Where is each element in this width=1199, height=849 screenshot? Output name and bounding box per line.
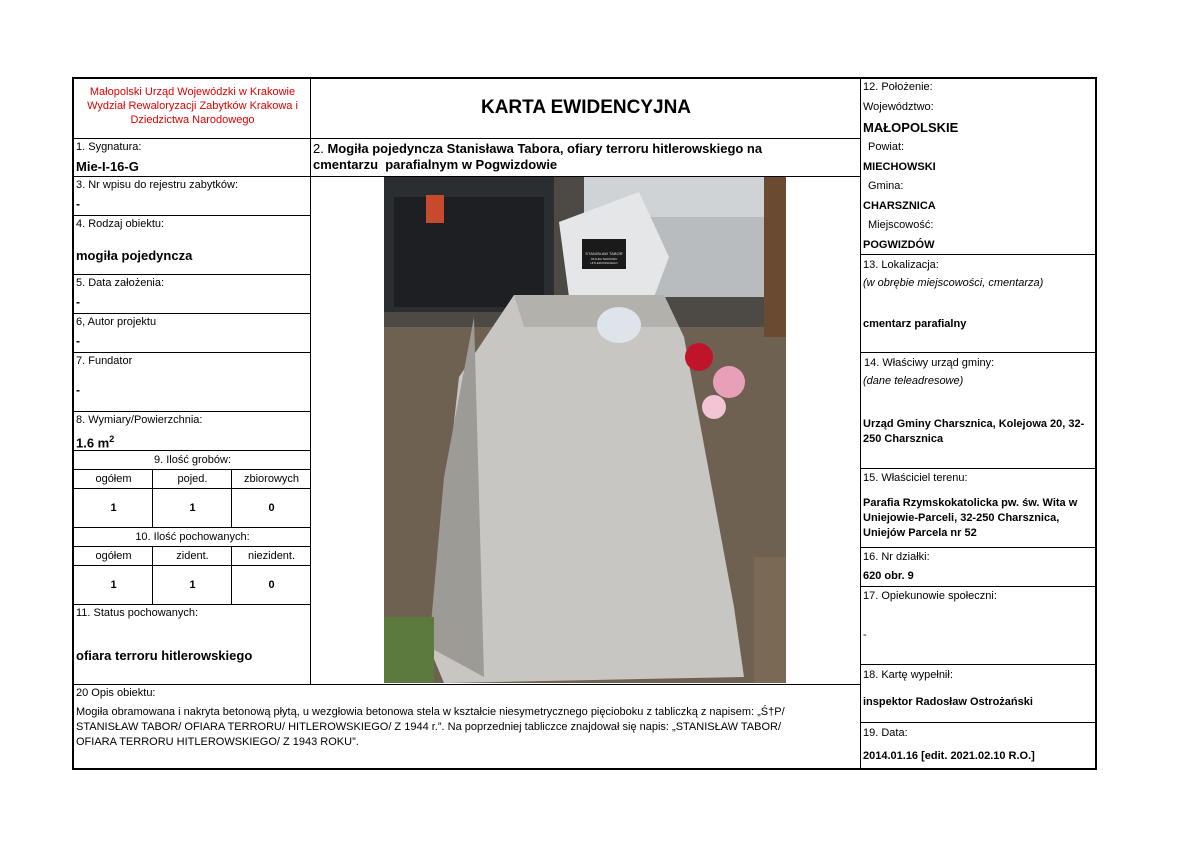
field-founder — [74, 353, 311, 412]
register-label: 3. Nr wpisu do rejestru zabytków: — [76, 179, 239, 191]
field-description — [74, 685, 861, 770]
field-author — [74, 314, 311, 353]
field-commune-office — [861, 353, 1097, 469]
buried-identified-header-text: zident. — [176, 550, 209, 562]
caretakers-value: - — [863, 629, 867, 641]
field-graves-count-header — [74, 451, 311, 470]
buried-unidentified-value: 0 — [268, 579, 275, 591]
signature-label: 1. Sygnatura: — [76, 141, 142, 153]
office-line-3: Dziedzictwa Narodowego — [130, 114, 255, 126]
localization-value: cmentarz parafialny — [863, 318, 967, 330]
commune-label: Gmina: — [868, 180, 904, 192]
graves-total-value: 1 — [110, 502, 117, 514]
office-line-2: Wydział Rewaloryzacji Zabytków Krakowa i — [87, 100, 298, 112]
description-line-1: Mogiła obramowana i nakryta betonową płytą, u wezgłowia betonowa stela w kształcie niesymetrycznego pięcioboku z tabliczką z napisem: „Ś†P/ — [76, 706, 785, 718]
field-location — [861, 79, 1097, 255]
object-name-line-2: cmentarzu parafialnym w Pogwizdowie — [313, 157, 558, 172]
buried-total-header-text: ogółem — [95, 550, 132, 562]
voivodeship-value: MAŁOPOLSKIE — [863, 120, 959, 135]
page-title: KARTA EWIDENCYJNA — [480, 97, 692, 118]
field-founding-date — [74, 275, 311, 314]
buried-identified-value: 1 — [189, 579, 196, 591]
dimensions-unit-exponent: 2 — [109, 434, 115, 444]
plaque-line-2: OFIARA TERRORU — [590, 257, 618, 261]
land-owner-line-1: Parafia Rzymskokatolicka pw. św. Wita w — [863, 497, 1078, 509]
date-label: 19. Data: — [863, 727, 908, 739]
description-line-2: STANISŁAW TABOR/ OFIARA TERRORU/ HITLEROWSKIEGO/ Z 1944 r.”. Na poprzedniej tabliczce znajdował się napis: „STANISŁAW TABOR/ — [76, 721, 782, 733]
filled-by-value: inspektor Radosław Ostrożański — [863, 696, 1033, 708]
field-land-owner — [861, 469, 1097, 548]
dimensions-label: 8. Wymiary/Powierzchnia: — [76, 414, 203, 426]
field-filled-by — [861, 665, 1097, 723]
author-value: - — [76, 334, 80, 348]
buried-identified-header — [153, 547, 232, 566]
field-buried-count-header — [74, 528, 311, 547]
commune-office-line-1: Urząd Gminy Charsznica, Kolejowa 20, 32- — [863, 418, 1085, 430]
commune-value: CHARSZNICA — [863, 200, 936, 212]
field-localization — [861, 255, 1097, 353]
buried-identified-cell — [153, 566, 232, 605]
plot-number-value: 620 obr. 9 — [863, 570, 914, 582]
field-date — [861, 723, 1097, 770]
commune-office-line-2: 250 Charsznica — [863, 433, 944, 445]
dimensions-value: 1.6 m — [76, 435, 110, 451]
graves-single-value: 1 — [189, 502, 196, 514]
graves-single-header-text: pojed. — [177, 473, 208, 485]
graves-count-label: 9. Ilość grobów: — [153, 454, 232, 466]
signature-value: Mie-I-16-G — [76, 159, 139, 174]
land-owner-line-2: Uniejowie-Parceli, 32-250 Charsznica, — [863, 512, 1060, 524]
caretakers-label: 17. Opiekunowie społeczni: — [863, 590, 997, 602]
buried-total-cell — [74, 566, 153, 605]
filled-by-label: 18. Kartę wypełnił: — [863, 669, 953, 681]
field-signature — [74, 139, 311, 177]
office-header — [74, 79, 311, 139]
graves-collective-header — [232, 470, 311, 489]
buried-status-label: 11. Status pochowanych: — [76, 607, 199, 619]
author-label: 6, Autor projektu — [76, 316, 157, 328]
graves-total-header-text: ogółem — [95, 473, 132, 485]
object-name-line-1: Mogiła pojedyncza Stanisława Tabora, ofiary terroru hitlerowskiego na — [327, 141, 763, 156]
buried-status-value: ofiara terroru hitlerowskiego — [76, 648, 253, 663]
field-object-name — [311, 139, 861, 177]
buried-count-label: 10. Ilość pochowanych: — [135, 531, 250, 543]
voivodeship-label: Województwo: — [863, 101, 934, 113]
field-plot-number — [861, 548, 1097, 587]
office-line-1: Małopolski Urząd Wojewódzki w Krakowie — [89, 86, 296, 98]
buried-total-value: 1 — [110, 579, 117, 591]
graves-total-header — [74, 470, 153, 489]
description-label: 20 Opis obiektu: — [76, 687, 156, 699]
buried-unidentified-header-text: niezident. — [247, 550, 296, 562]
field-dimensions — [74, 412, 311, 451]
founding-date-value: - — [76, 295, 80, 309]
plaque-line-1: STANISŁAW TABOR — [585, 251, 623, 256]
buried-unidentified-cell — [232, 566, 311, 605]
land-owner-label: 15. Właściciel terenu: — [863, 472, 968, 484]
land-owner-line-3: Uniejów Parcela nr 52 — [863, 527, 977, 539]
field-buried-status — [74, 605, 311, 685]
graves-total-cell — [74, 489, 153, 528]
field-object-type — [74, 216, 311, 275]
object-name-num: 2. — [313, 141, 328, 156]
localization-hint: (w obrębie miejscowości, cmentarza) — [863, 277, 1044, 289]
plot-number-label: 16. Nr działki: — [863, 551, 930, 563]
locality-label: Miejscowość: — [868, 219, 934, 231]
commune-office-label: 14. Właściwy urząd gminy: — [864, 357, 995, 369]
buried-unidentified-header — [232, 547, 311, 566]
localization-label: 13. Lokalizacja: — [863, 259, 939, 271]
field-register-number — [74, 177, 311, 216]
founder-label: 7. Fundator — [76, 355, 133, 367]
founding-date-label: 5. Data założenia: — [76, 277, 165, 289]
field-caretakers — [861, 587, 1097, 665]
register-value: - — [76, 197, 80, 211]
buried-total-header — [74, 547, 153, 566]
founder-value: - — [76, 383, 80, 397]
graves-collective-value: 0 — [268, 502, 275, 514]
county-value: MIECHOWSKI — [863, 161, 936, 173]
graves-collective-header-text: zbiorowych — [243, 473, 300, 485]
location-label: 12. Położenie: — [863, 81, 933, 93]
object-type-label: 4. Rodzaj obiektu: — [76, 218, 165, 230]
graves-single-cell — [153, 489, 232, 528]
locality-value: POGWIZDÓW — [863, 239, 935, 251]
description-line-3: OFIARA TERRORU HITLEROWSKIEGO/ Z 1943 ROKU”. — [76, 736, 359, 748]
title-cell — [311, 79, 861, 139]
date-value: 2014.01.16 [edit. 2021.02.10 R.O.] — [863, 750, 1035, 762]
graves-collective-cell — [232, 489, 311, 528]
commune-office-hint: (dane teleadresowe) — [863, 375, 964, 387]
graves-single-header — [153, 470, 232, 489]
record-card — [72, 77, 1097, 770]
grave-photo — [384, 177, 786, 683]
county-label: Powiat: — [868, 141, 905, 153]
plaque-line-3: HITLEROWSKIEGO — [590, 261, 618, 265]
object-type-value: mogiła pojedyncza — [76, 248, 193, 263]
